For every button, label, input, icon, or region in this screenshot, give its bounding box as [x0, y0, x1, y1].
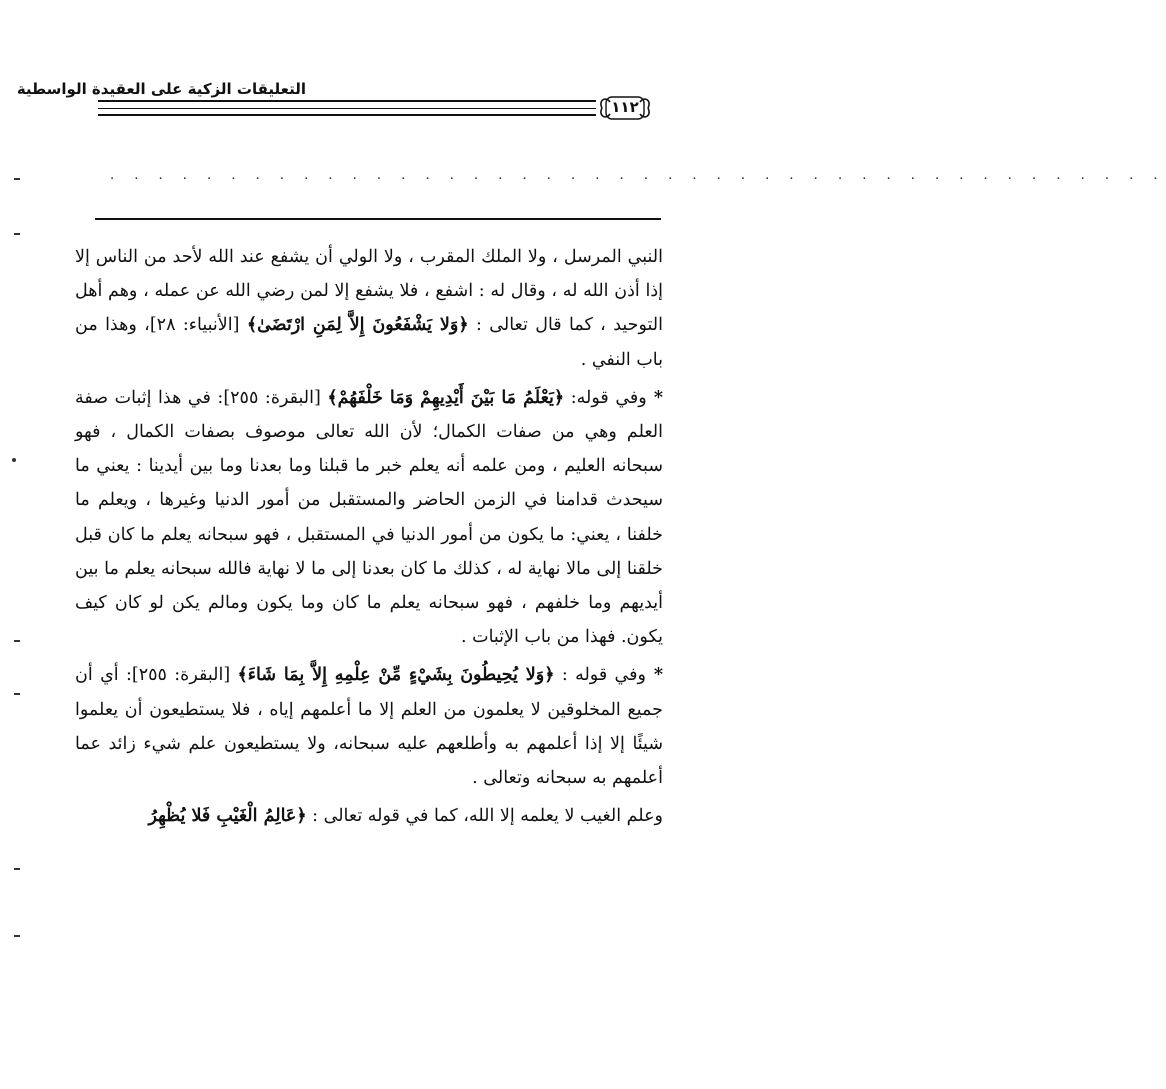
header-rule-top	[98, 100, 596, 102]
paragraph-intro: وفي قوله :	[554, 665, 646, 686]
paragraph-text: [البقرة: ٢٥٥]: في هذا إثبات صفة العلم وهي من صفات الكمال؛ لأن الله تعالى موصوف بصفات الكمال ، فهو سبحانه العليم ، ومن علمه أنه يعلم خبر ما قبلنا وما بعدنا وما بين أيدينا : يعني ما سيحدث قدامنا في الزمن الحاضر والمستقبل من أمور الدنيا وغيرها ، ويعلم ما خلفنا ، يعني: ما يكون من أمور الدنيا في المستقبل ، فهو سبحانه يعلم ما كان قبل خلقنا إلى مالا نهاية له ، كذلك ما كان بعدنا إلى ما لا نهاية فالله سبحانه يعلم ما بين أيديهم وما خلفهم ، فهو سبحانه يعلم ما كان وما يكون ومالم يكن لو كان كيف يكون. فهذا من باب الإثبات .	[75, 387, 663, 648]
paragraph-intro: وفي قوله:	[564, 387, 647, 408]
running-header-title: التعليقات الزكية على العقيدة الواسطية	[16, 80, 306, 98]
quran-verse: ﴿عَالِمُ الْغَيْبِ فَلا يُظْهِرُ	[148, 806, 307, 827]
margin-mark	[14, 935, 20, 937]
margin-mark	[14, 640, 20, 642]
paragraph-text: النبي المرسل ، ولا الملك المقرب ، ولا الولي أن يشفع عند الله لأحد من الناس إلا إذا أذن الله له ، وقال له : اشفع ، فلا يشفع إلا لمن رضي الله عن عمله ، وهم أهل التوحيد ، كما قال تعالى :	[75, 247, 664, 336]
margin-mark	[14, 233, 20, 235]
paragraph	[75, 658, 663, 795]
margin-mark	[14, 178, 20, 180]
header-rule-middle	[98, 108, 596, 109]
verse-reference: [الأنبياء: ٢٨]، وهذا من باب النفي .	[75, 315, 663, 370]
paragraph-text: [البقرة: ٢٥٥]: أي أن جميع المخلوقين لا يعلمون من العلم إلا ما أعلمهم إياه ، فلا يستطيعون أن يعلموا شيئًا إلا إذا أعلمهم به وأطلعهم عليه سبحانه، ولا يستطيعون علم شيء زائد عما أعلمهم به سبحانه وتعالى .	[75, 665, 663, 789]
margin-mark	[14, 868, 20, 870]
margin-mark	[14, 693, 20, 695]
quran-verse: ﴿وَلا يَشْفَعُونَ إِلاَّ لِمَنِ ارْتَضَىٰ﴾	[246, 315, 469, 336]
paragraph-text: وعلم الغيب لا يعلمه إلا الله، كما في قوله تعالى :	[306, 806, 663, 827]
body-text	[75, 240, 663, 833]
dotted-separator: . . . . . . . . . . . . . . . . . . . . . . . . . . . . . . . . . . . . . . . . . . . .	[110, 168, 1166, 183]
section-rule	[95, 218, 661, 220]
header-rule-bottom	[98, 114, 596, 116]
star-marker: *	[646, 387, 663, 408]
quran-verse: ﴿يَعْلَمُ مَا بَيْنَ أَيْدِيهِمْ وَمَا خَلْفَهُمْ﴾	[327, 387, 565, 408]
margin-mark	[12, 458, 16, 462]
paragraph	[75, 799, 663, 833]
paragraph	[75, 381, 663, 655]
paragraph	[75, 240, 663, 377]
page-number: ١١٢	[611, 98, 639, 116]
star-marker: *	[645, 665, 664, 686]
quran-verse: ﴿وَلا يُحِيطُونَ بِشَيْءٍ مِّنْ عِلْمِهِ إِلاَّ بِمَا شَاءَ﴾	[237, 665, 555, 686]
